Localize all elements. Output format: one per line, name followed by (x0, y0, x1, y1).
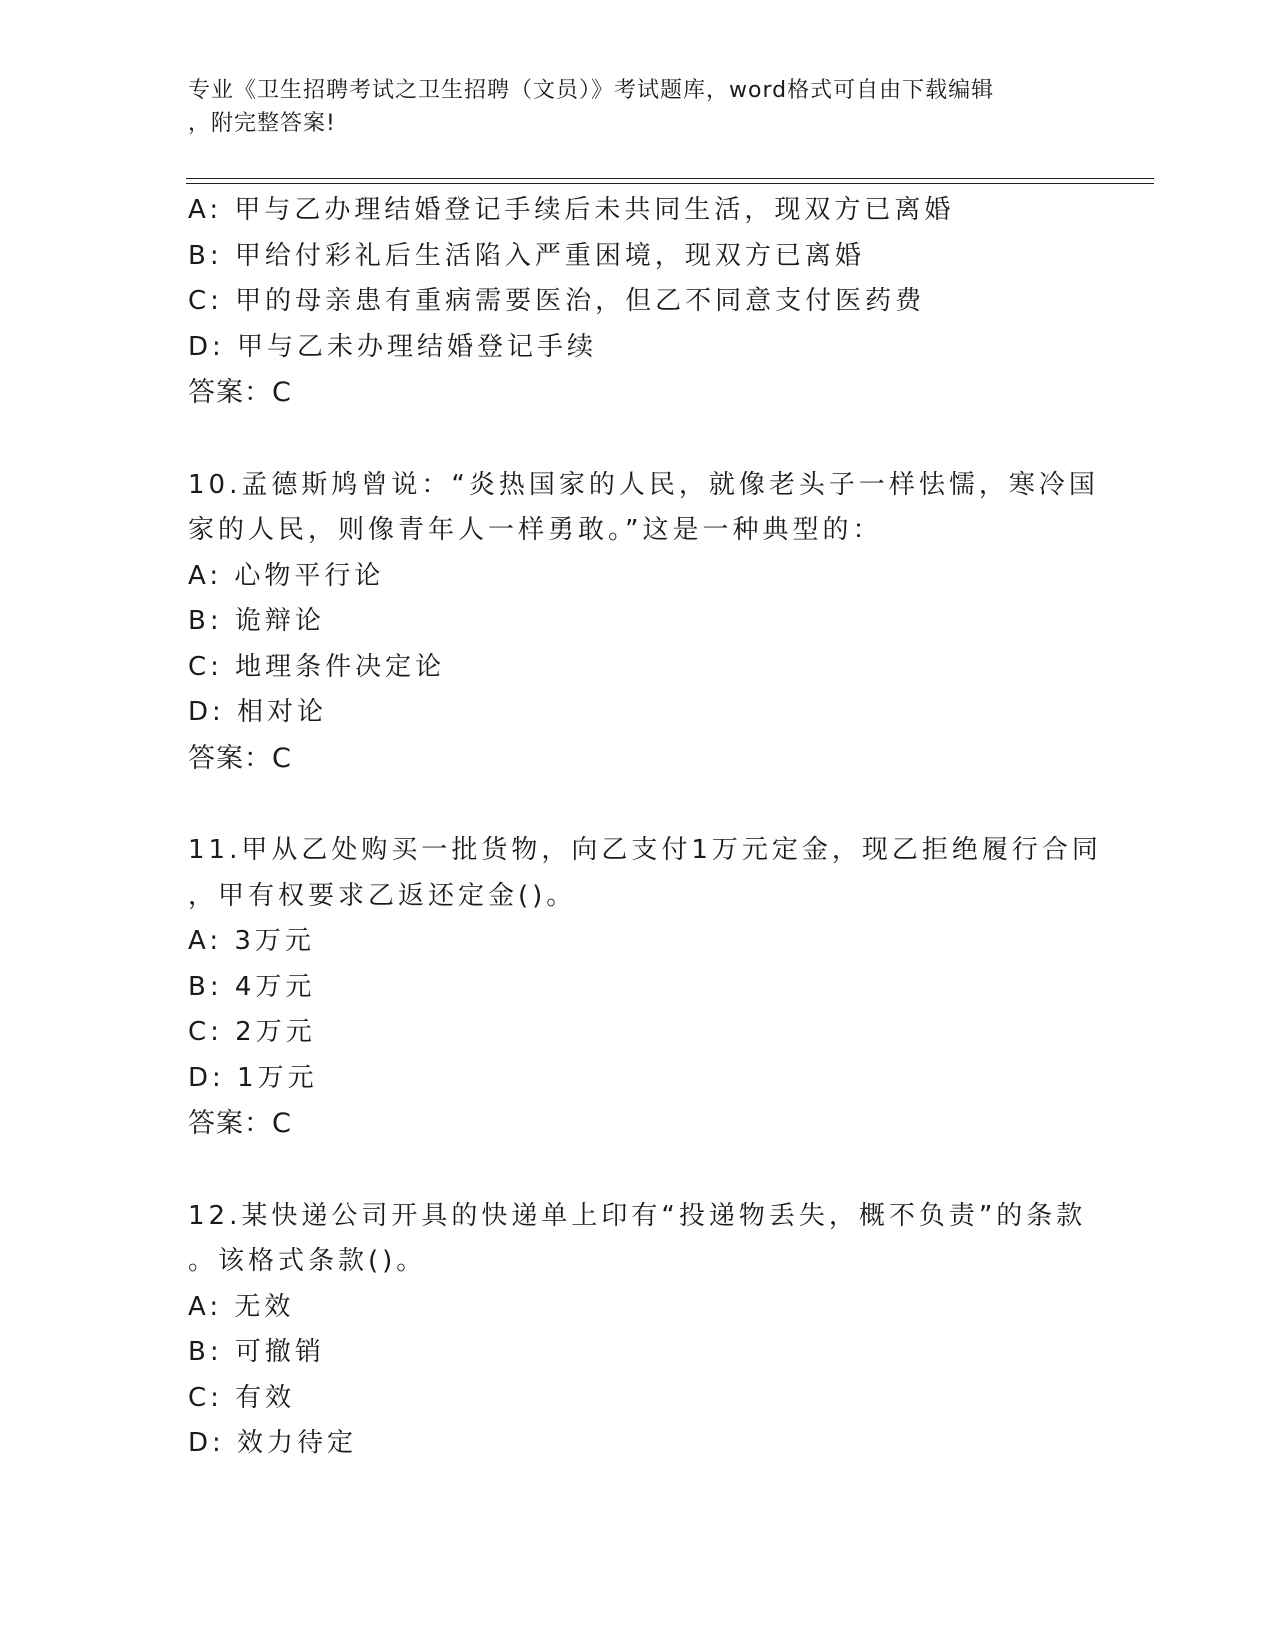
option-a: A: 3万元 (188, 926, 315, 956)
spacer (188, 1147, 1088, 1194)
option-c: C: 2万元 (188, 1017, 316, 1047)
header-divider-bottom (186, 183, 1154, 184)
spacer (188, 781, 1088, 828)
question-stem-line: 家的人民，则像青年人一样勇敢。”这是一种典型的： (188, 515, 883, 545)
option-b: B: 诡辩论 (188, 606, 325, 636)
question-9 (188, 188, 1088, 416)
option-d: D: 效力待定 (188, 1428, 358, 1458)
question-stem-line: 10.孟德斯鸠曾说：“炎热国家的人民，就像老头子一样怯懦，寒冷国 (188, 469, 1099, 500)
answer: 答案：C (188, 742, 292, 774)
option-a: A: 心物平行论 (188, 560, 385, 591)
option-b: B: 甲给付彩礼后生活陷入严重困境，现双方已离婚 (188, 240, 865, 271)
question-12 (188, 1194, 1088, 1467)
option-b: B: 可撤销 (188, 1337, 325, 1367)
option-a: A: 无效 (188, 1291, 295, 1322)
question-10 (188, 463, 1099, 782)
spacer (188, 416, 1088, 463)
header-divider-top (186, 178, 1154, 179)
question-11 (188, 828, 1102, 1147)
question-stem-line: 。该格式条款()。 (188, 1246, 427, 1276)
option-d: D: 相对论 (188, 697, 328, 727)
option-d: D: 甲与乙未办理结婚登记手续 (188, 331, 598, 362)
answer: 答案：C (188, 1108, 292, 1139)
answer: 答案：C (188, 377, 292, 408)
option-c: C: 地理条件决定论 (188, 651, 446, 682)
document-header (188, 74, 1068, 140)
header-line-2: ，附完整答案! (188, 111, 336, 136)
option-c: C: 甲的母亲患有重病需要医治，但乙不同意支付医药费 (188, 286, 926, 316)
question-stem-line: 12.某快递公司开具的快递单上印有“投递物丢失，概不负责”的条款 (188, 1200, 1087, 1231)
header-line-1: 专业《卫生招聘考试之卫生招聘（文员）》考试题库，word格式可自由下载编辑 (188, 78, 995, 103)
option-d: D: 1万元 (188, 1062, 318, 1093)
question-stem-line: 11.甲从乙处购买一批货物，向乙支付1万元定金，现乙拒绝履行合同 (188, 835, 1102, 865)
option-b: B: 4万元 (188, 971, 316, 1002)
option-c: C: 有效 (188, 1382, 296, 1413)
question-stem-line: ，甲有权要求乙返还定金()。 (188, 880, 577, 911)
option-a: A: 甲与乙办理结婚登记手续后未共同生活，现双方已离婚 (188, 195, 955, 225)
question-list (188, 188, 1102, 1467)
